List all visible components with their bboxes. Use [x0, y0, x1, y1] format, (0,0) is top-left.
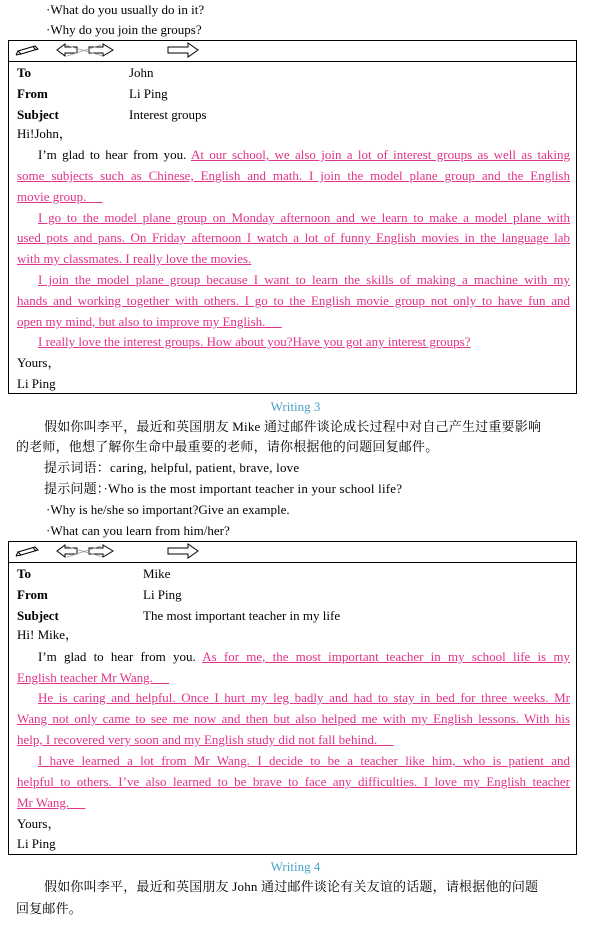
body-line: with my classmates. I really love the movies. [17, 251, 252, 266]
back-forward-icon[interactable] [55, 42, 115, 59]
section-title: Writing 4 [270, 859, 321, 874]
body-line: help, I recovered very soon and my English study did not fall behind. [17, 732, 378, 747]
hint-question: ·Why is he/she so important?Give an example. [46, 502, 290, 517]
question-line: ·What do you usually do in it? [46, 2, 205, 17]
body-line: I’m glad to hear from you. As for me, the most important teacher in my school life is my [38, 649, 570, 664]
body-line: I go to the model plane group on Monday afternoon and we learn to make a model plane with [38, 210, 570, 225]
subject-value: Interest groups [129, 107, 207, 122]
body-line: He is caring and helpful. Once I hurt my leg badly and had to stay in bed for three weeks. Mr [38, 690, 570, 705]
greeting: Hi! Mike， [17, 627, 79, 642]
body-line: I really love the interest groups. How about you?Have you got any interest groups? [38, 334, 471, 349]
closing: Yours， [17, 355, 61, 370]
body-line: I join the model plane group because I want to learn the skills of making a machine with my [38, 272, 570, 287]
forward-arrow-icon[interactable] [166, 42, 200, 59]
back-forward-icon[interactable] [55, 543, 115, 560]
body-line: open my mind, but also to improve my English. [17, 314, 266, 329]
hint-question: 提示问题：·Who is the most important teacher in your school life? [44, 481, 403, 496]
from-value: Li Ping [129, 86, 168, 101]
pencil-icon[interactable] [15, 42, 43, 58]
email-box-2 [8, 541, 577, 855]
question-line: ·Why do you join the groups? [46, 22, 202, 37]
closing: Yours， [17, 816, 61, 831]
email-box-1 [8, 40, 577, 394]
subject-value: The most important teacher in my life [143, 608, 341, 623]
greeting: Hi!John， [17, 126, 72, 141]
to-row: To Mike [17, 566, 171, 581]
from-value: Li Ping [143, 587, 182, 602]
subject-row: Subject The most important teacher in my life [17, 608, 341, 623]
email-toolbar [9, 41, 576, 62]
hint-question: ·What can you learn from him/her? [46, 523, 230, 538]
body-line: Wang not only came to see me now and then but also helped me with my English lessons. With his [17, 711, 570, 726]
prompt-line: 回复邮件。 [16, 901, 83, 916]
body-line: movie group. [17, 189, 87, 204]
body-line: helpful to others. I’ve also learned to be brave to face any difficulties. I love my English teacher [17, 774, 570, 789]
to-value: Mike [143, 566, 171, 581]
pencil-icon[interactable] [15, 543, 43, 559]
forward-arrow-icon[interactable] [166, 543, 200, 560]
body-line: I’m glad to hear from you. At our school, we also join a lot of interest groups as well as taking [38, 147, 570, 162]
body-line: some subjects such as Chinese, English and math. I join the model plane group and the English [17, 168, 570, 183]
from-row: From Li Ping [17, 86, 168, 101]
body-line: hands and working together with others. I go to the English movie group not only to have fun and [17, 293, 570, 308]
body-line: I have learned a lot from Mr Wang. I decide to be a teacher like him, who is patient and [38, 753, 570, 768]
signature: Li Ping [17, 376, 56, 391]
hint-words: 提示词语：caring, helpful, patient, brave, love [44, 460, 300, 475]
prompt-line: 假如你叫李平，最近和英国朋友 Mike 通过邮件谈论成长过程中对自己产生过重要影响 [44, 419, 542, 434]
from-row: From Li Ping [17, 587, 182, 602]
body-line: Mr Wang. [17, 795, 70, 810]
section-title: Writing 3 [270, 399, 321, 414]
body-line: English teacher Mr Wang. [17, 670, 153, 685]
email-toolbar [9, 542, 576, 563]
prompt-line: 假如你叫李平，最近和英国朋友 John 通过邮件谈论有关友谊的话题，请根据他的问题 [44, 879, 539, 894]
body-line: used pots and pans. On Friday afternoon I watch a lot of funny English movies in the language lab [17, 230, 570, 245]
prompt-line: 的老师，他想了解你生命中最重要的老师，请你根据他的问题回复邮件。 [16, 439, 439, 454]
subject-row: Subject Interest groups [17, 107, 207, 122]
to-value: John [129, 65, 154, 80]
to-row: To John [17, 65, 154, 80]
signature: Li Ping [17, 836, 56, 851]
